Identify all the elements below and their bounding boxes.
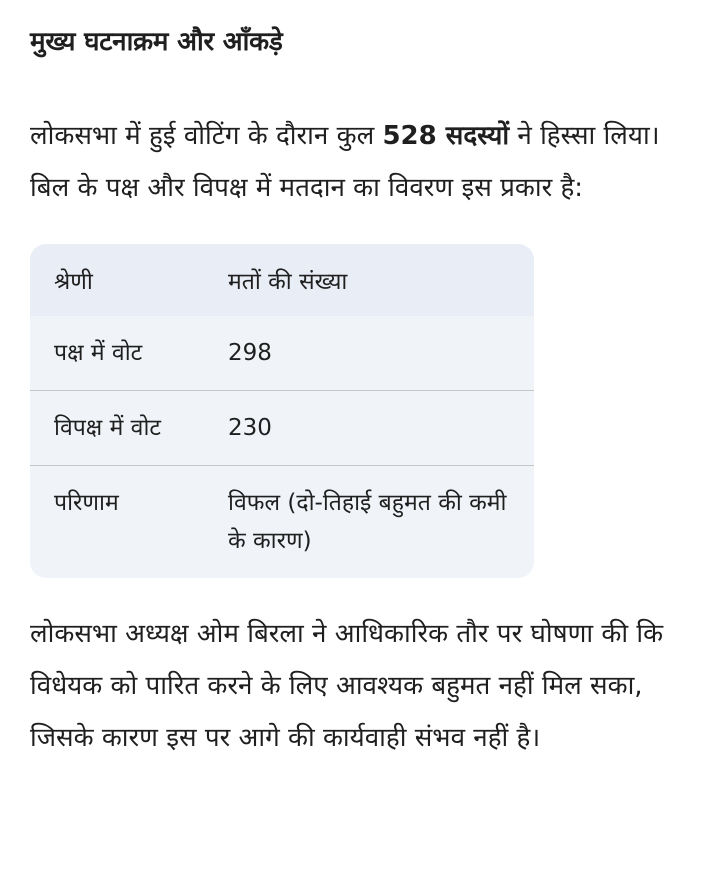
vote-table	[30, 244, 534, 578]
table-row	[30, 466, 534, 579]
header-count: मतों की संख्या	[228, 269, 348, 295]
row-category: विपक्ष में वोट	[30, 391, 204, 466]
row-value: 230	[204, 391, 534, 466]
table-row	[30, 316, 534, 391]
header-category: श्रेणी	[54, 269, 93, 295]
vote-table-container	[30, 244, 534, 578]
table-header-row	[30, 244, 534, 316]
row-category: पक्ष में वोट	[54, 340, 143, 366]
intro-text-after: ने हिस्सा लिया। बिल के पक्ष और विपक्ष में मतदान का विवरण इस प्रकार है:	[30, 121, 660, 203]
section-heading: मुख्य घटनाक्रम और आँकड़े	[30, 27, 283, 57]
member-count: 528 सदस्यों	[382, 121, 510, 151]
intro-paragraph	[30, 110, 690, 214]
intro-text-before: लोकसभा में हुई वोटिंग के दौरान कुल	[30, 121, 383, 151]
outro-paragraph: लोकसभा अध्यक्ष ओम बिरला ने आधिकारिक तौर पर घोषणा की कि विधेयक को पारित करने के लिए आवश्यक बहुमत नहीं मिल सका, जिसके कारण इस पर आगे की कार्यवाही संभव नहीं है।	[30, 619, 664, 753]
row-value: विफल (दो-तिहाई बहुमत की कमी के कारण)	[204, 466, 534, 579]
row-value: 298	[228, 340, 272, 366]
row-category: परिणाम	[30, 466, 204, 579]
table-row	[30, 391, 534, 466]
